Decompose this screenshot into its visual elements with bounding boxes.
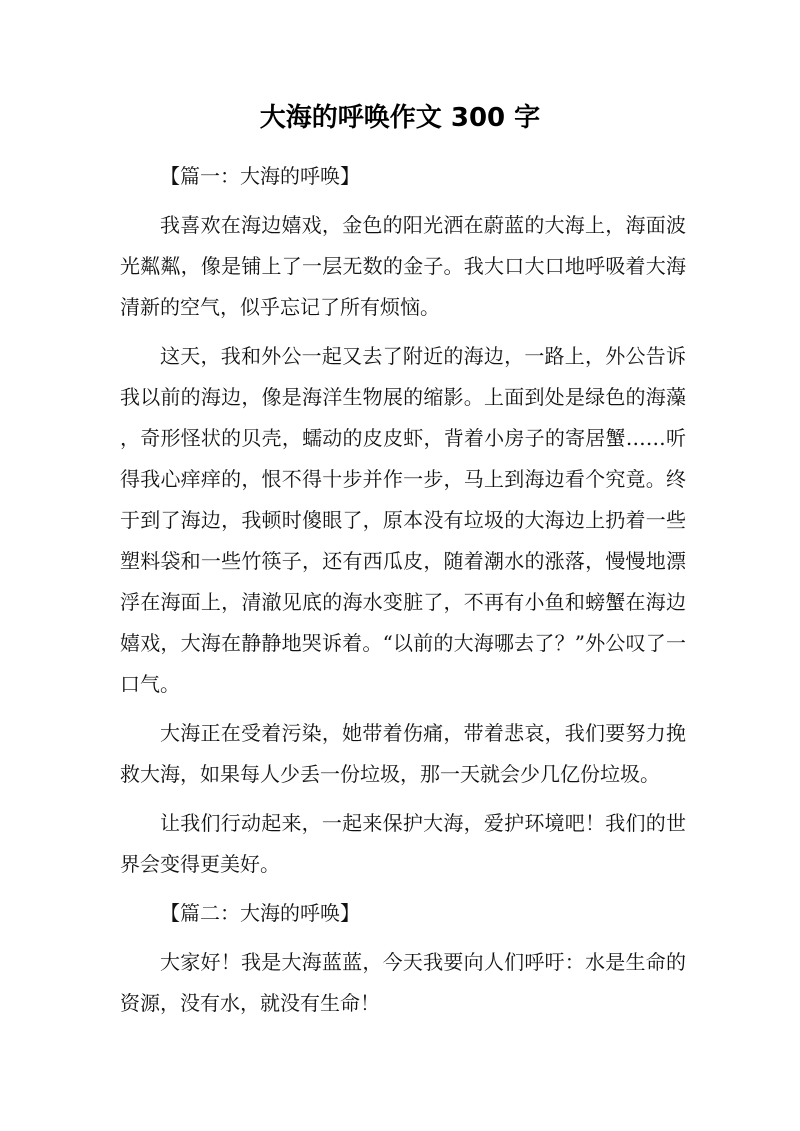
section-label-2: 【篇二：大海的呼唤】 <box>160 901 360 925</box>
section-label-1: 【篇一：大海的呼唤】 <box>160 164 360 188</box>
paragraph: 大海正在受着污染，她带着伤痛，带着悲哀，我们要努力挽救大海，如果每人少丢一份垃圾，那一天就会少几亿份垃圾。 <box>120 721 686 786</box>
paragraph: 我喜欢在海边嬉戏，金色的阳光洒在蔚蓝的大海上，海面波光粼粼，像是铺上了一层无数的金子。我大口大口地呼吸着大海清新的空气，似乎忘记了所有烦恼。 <box>120 213 686 319</box>
document-body <box>120 156 686 1032</box>
paragraph: 这天，我和外公一起又去了附近的海边，一路上，外公告诉我以前的海边，像是海洋生物展的缩影。上面到处是绿色的海藻，奇形怪状的贝壳，蠕动的皮皮虾，背着小房子的寄居蟹……听得我心痒痒的，恨不得十步并作一步，马上到海边看个究竟。终于到了海边，我顿时傻眼了，原本没有垃圾的大海边上扔着一些塑料袋和一些竹筷子，还有西瓜皮，随着潮水的涨落，慢慢地漂浮在海面上，清澈见底的海水变脏了，不再有小鱼和螃蟹在海边嬉戏，大海在静静地哭诉着。“以前的大海哪去了？”外公叹了一口气。 <box>120 344 686 696</box>
paragraph: 让我们行动起来，一起来保护大海，爱护环境吧！我们的世界会变得更美好。 <box>120 811 686 876</box>
paragraph: 大家好！我是大海蓝蓝，今天我要向人们呼吁：水是生命的资源，没有水，就没有生命！ <box>120 950 686 1015</box>
page-title: 大海的呼唤作文 300 字 <box>259 103 541 133</box>
